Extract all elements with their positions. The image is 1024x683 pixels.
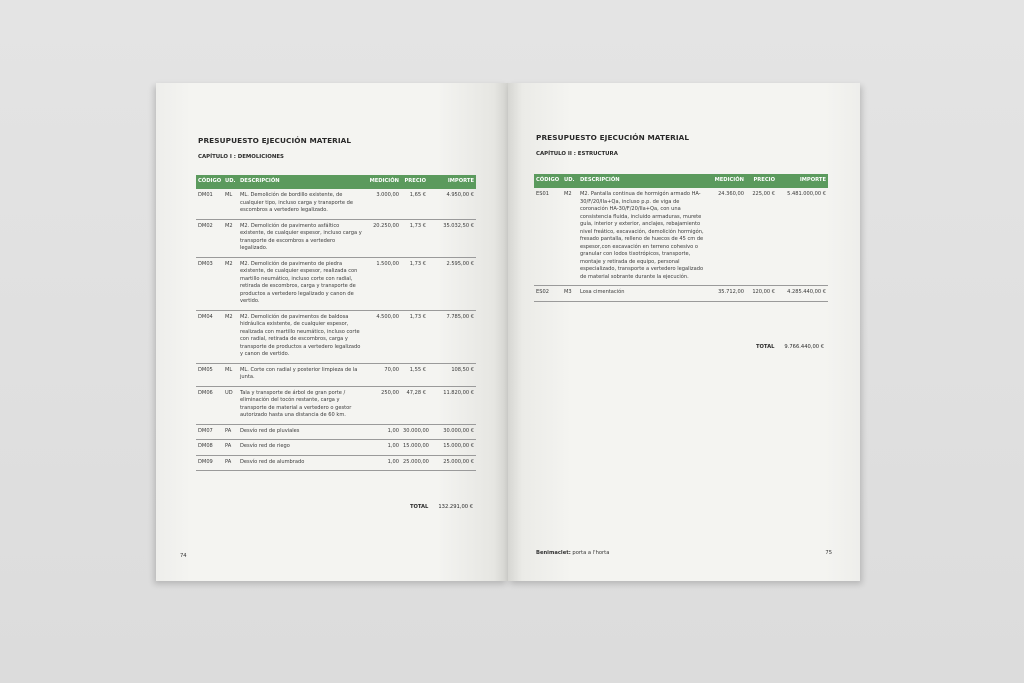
row-description: Tala y transporte de árbol de gran porte / eliminación del tocón restante, carga y transporte de material a vertedero o gestor autorizado hasta una distancia de 60 km. xyxy=(238,386,364,424)
row-importe: 35.032,50 € xyxy=(428,219,476,257)
row-unit: M2 xyxy=(562,188,578,286)
row-description: Desvío red de pluviales xyxy=(238,424,364,440)
row-medicion: 1,00 xyxy=(364,424,401,440)
row-description: Desvío red de riego xyxy=(238,440,364,456)
table-row xyxy=(196,219,476,257)
row-importe: 7.785,00 € xyxy=(428,310,476,363)
chapter-heading: CAPÍTULO I : DEMOLICIONES xyxy=(198,154,284,160)
header-code: CÓDIGO xyxy=(534,174,562,188)
page-number: 74 xyxy=(180,553,187,559)
row-description: M2. Demolición de pavimento asfáltico existente, de cualquier espesor, incluso carga y transporte de escombros a vertedero legalizado. xyxy=(238,219,364,257)
budget-table xyxy=(534,174,828,302)
row-precio: 1,65 € xyxy=(401,189,428,219)
table-header-row xyxy=(196,175,476,189)
table-row xyxy=(196,424,476,440)
row-medicion: 24.360,00 xyxy=(708,188,746,286)
table-row xyxy=(196,257,476,310)
row-importe: 4.950,00 € xyxy=(428,189,476,219)
row-description: Desvío red de alumbrado xyxy=(238,455,364,471)
row-medicion: 1,00 xyxy=(364,440,401,456)
row-precio: 15.000,00 xyxy=(401,440,428,456)
row-medicion: 4.500,00 xyxy=(364,310,401,363)
row-precio: 1,73 € xyxy=(401,219,428,257)
header-ud: UD. xyxy=(562,174,578,188)
row-medicion: 1,00 xyxy=(364,455,401,471)
page-title: PRESUPUESTO EJECUCIÓN MATERIAL xyxy=(536,133,690,142)
book-spread xyxy=(156,83,860,581)
table-row xyxy=(196,363,476,386)
row-unit: UD xyxy=(223,386,238,424)
row-importe: 4.285.440,00 € xyxy=(777,286,828,302)
row-precio: 225,00 € xyxy=(746,188,777,286)
left-page xyxy=(156,83,508,581)
row-unit: PA xyxy=(223,440,238,456)
header-description: DESCRIPCIÓN xyxy=(238,175,364,189)
row-importe: 108,50 € xyxy=(428,363,476,386)
row-description: M2. Demolición de pavimento de piedra existente, de cualquier espesor, realizada con martillo neumático, incluso corte con radial, retirada de escombros, carga y transporte de productos a vertedero legalizado y canon de vertido. xyxy=(238,257,364,310)
header-importe: IMPORTE xyxy=(428,175,476,189)
row-code: DM09 xyxy=(196,455,223,471)
footer-project-name: Benimaclet: xyxy=(536,550,571,556)
row-importe: 30.000,00 € xyxy=(428,424,476,440)
row-medicion: 70,00 xyxy=(364,363,401,386)
header-code: CÓDIGO xyxy=(196,175,223,189)
row-code: DM03 xyxy=(196,257,223,310)
table-header-row xyxy=(534,174,828,188)
row-medicion: 3.000,00 xyxy=(364,189,401,219)
row-description: Losa cimentación xyxy=(578,286,708,302)
row-medicion: 1.500,00 xyxy=(364,257,401,310)
row-precio: 1,73 € xyxy=(401,257,428,310)
row-unit: PA xyxy=(223,455,238,471)
table-row xyxy=(196,310,476,363)
header-precio: PRECIO xyxy=(401,175,428,189)
row-medicion: 35.712,00 xyxy=(708,286,746,302)
header-importe: IMPORTE xyxy=(777,174,828,188)
row-importe: 25.000,00 € xyxy=(428,455,476,471)
page-number: 75 xyxy=(825,550,832,556)
row-code: DM08 xyxy=(196,440,223,456)
row-description: ML. Demolición de bordillo existente, de cualquier tipo, incluso carga y transporte de escombros a vertedero legalizado. xyxy=(238,189,364,219)
row-precio: 1,55 € xyxy=(401,363,428,386)
table-total xyxy=(756,344,824,350)
row-code: DM04 xyxy=(196,310,223,363)
total-label: TOTAL xyxy=(409,504,429,510)
table-row xyxy=(534,286,828,302)
row-importe: 2.595,00 € xyxy=(428,257,476,310)
table-row xyxy=(196,386,476,424)
table-row xyxy=(196,189,476,219)
table-total xyxy=(410,504,473,510)
row-unit: M2 xyxy=(223,310,238,363)
total-label: TOTAL xyxy=(755,344,775,350)
row-medicion: 250,00 xyxy=(364,386,401,424)
row-code: DM01 xyxy=(196,189,223,219)
header-precio: PRECIO xyxy=(746,174,777,188)
row-precio: 47,28 € xyxy=(401,386,428,424)
budget-table xyxy=(196,175,476,471)
page-title: PRESUPUESTO EJECUCIÓN MATERIAL xyxy=(198,136,352,145)
row-precio: 30.000,00 xyxy=(401,424,428,440)
header-description: DESCRIPCIÓN xyxy=(578,174,708,188)
footer-subtitle: porta a l'horta xyxy=(570,550,610,556)
row-precio: 120,00 € xyxy=(746,286,777,302)
row-unit: ML xyxy=(223,363,238,386)
total-value: 132.291,00 € xyxy=(438,504,473,510)
chapter-heading: CAPÍTULO II : ESTRUCTURA xyxy=(536,151,618,157)
row-code: DM02 xyxy=(196,219,223,257)
row-code: DM05 xyxy=(196,363,223,386)
row-code: DM07 xyxy=(196,424,223,440)
table-row xyxy=(196,440,476,456)
row-precio: 1,73 € xyxy=(401,310,428,363)
total-value: 9.766.440,00 € xyxy=(784,344,824,350)
row-code: ES02 xyxy=(534,286,562,302)
right-page xyxy=(508,83,860,581)
row-description: ML. Corte con radial y posterior limpieza de la junta. xyxy=(238,363,364,386)
row-code: ES01 xyxy=(534,188,562,286)
header-medicion: MEDICIÓN xyxy=(708,174,746,188)
header-ud: UD. xyxy=(223,175,238,189)
row-description: M2. Demolición de pavimentos de baldosa hidráulica existente, de cualquier espesor, realizada con martillo neumático, incluso corte con radial, retirada de escombros, carga y transporte de productos a vertedero legalizado y canon de vertido. xyxy=(238,310,364,363)
table-row xyxy=(196,455,476,471)
row-precio: 25.000,00 xyxy=(401,455,428,471)
row-importe: 11.820,00 € xyxy=(428,386,476,424)
row-unit: ML xyxy=(223,189,238,219)
row-importe: 15.000,00 € xyxy=(428,440,476,456)
header-medicion: MEDICIÓN xyxy=(364,175,401,189)
row-unit: M2 xyxy=(223,257,238,310)
table-row xyxy=(534,188,828,286)
row-unit: M3 xyxy=(562,286,578,302)
row-importe: 5.481.000,00 € xyxy=(777,188,828,286)
row-code: DM06 xyxy=(196,386,223,424)
row-unit: M2 xyxy=(223,219,238,257)
row-medicion: 20.250,00 xyxy=(364,219,401,257)
page-footer xyxy=(536,550,609,556)
row-unit: PA xyxy=(223,424,238,440)
row-description: M2. Pantalla continua de hormigón armado HA-30/F/20/IIa+Qa, incluso p.p. de viga de coronación HA-30/F/20/IIa+Qa, con una consistencia fluida, incluido armaduras, murete guía, interior y exterior, anclajes, rebajamiento nivel freático, excavación, demolición hormigón, fresado pantalla, relleno de huecos de 45 cm de espesor,con excavación en terreno cohesivo o granular con lodos tixotrópicos, transporte, montaje y retirada de equipo, personal especializado, transporte a vertedero legalizado de material sobrante durante la ejecución. xyxy=(578,188,708,286)
